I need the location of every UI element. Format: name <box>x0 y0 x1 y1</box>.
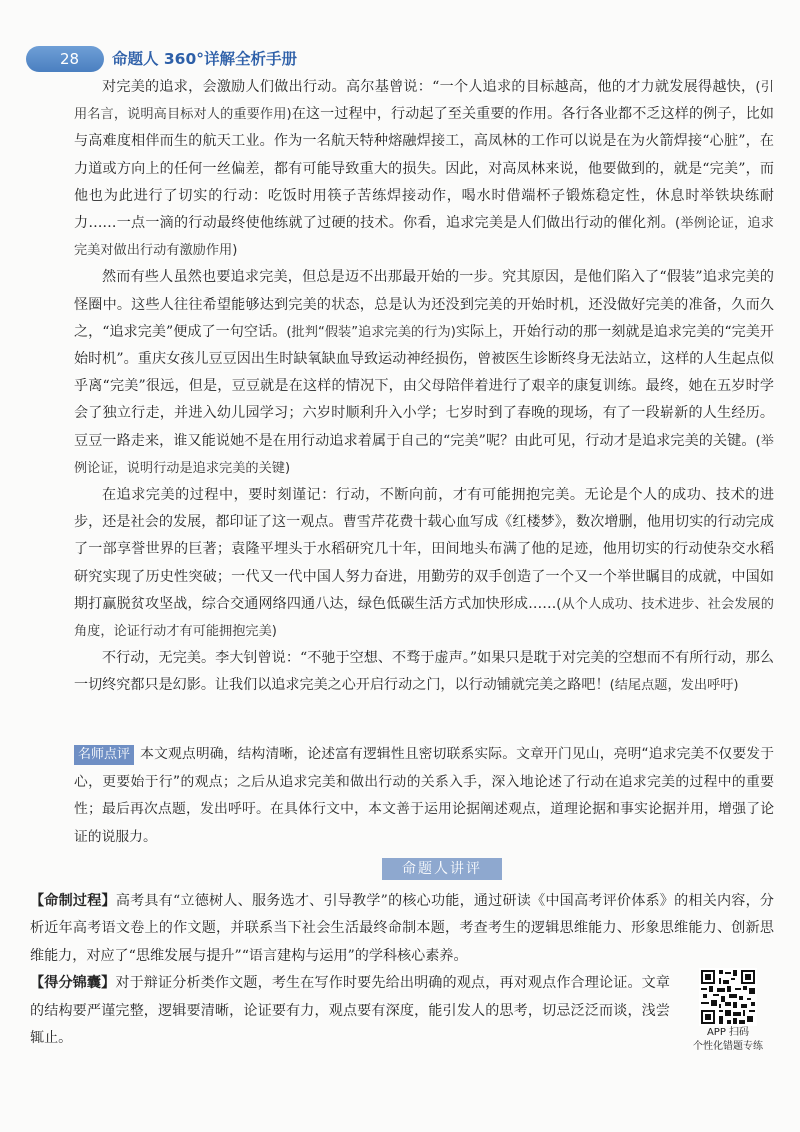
paragraph-text: 在这一过程中，行动起了至关重要的作用。各行各业都不乏这样的例子，比如与高难度相伴而生的航天工业。作为一名航天特种熔融焊接工，高凤林的工作可以说是在为火箭焊接“心脏”，在力道或方向上的任何一丝偏差，都有可能导致重大的损失。因此，对高凤林来说，他要做到的，就是“完美”，而他也为此进行了切实的行动：吃饭时用筷子苦练焊接动作，喝水时借端杯子锻炼稳定性，休息时举铁块练耐力……一点一滴的行动最终使他练就了过硬的技术。你看，追求完美是人们做出行动的催化剂。 <box>74 106 774 232</box>
annotation: (举例论证，说明行动是追求完美的关键) <box>74 433 774 476</box>
process-label: 【命制过程】 <box>30 893 116 909</box>
paragraph-text: 不行动，无完美。李大钊曾说：“不驰于空想、不骛于虚声。”如果只是耽于对完美的空想而不有所行动，那么一切终究都只是幻影。让我们以追求完美之心开启行动之门，以行动铺就完美之路吧！ <box>74 650 774 694</box>
process-paragraph <box>30 888 774 970</box>
paragraph-text: 在追求完美的过程中，要时刻谨记：行动，不断向前，才有可能拥抱完美。无论是个人的成功、技术的进步，还是社会的发展，都印证了这一观点。曹雪芹花费十载心血写成《红楼梦》，数次增删，他用切实的行动完成了一部享誉世界的巨著；袁隆平埋头于水稻研究几十年，田间地头布满了他的足迹，他用切实的行动使杂交水稻研究实现了历史性突破；一代又一代中国人努力奋进，用勤劳的双手创造了一个又一个举世瞩目的成就，中国如期打赢脱贫攻坚战，综合交通网络四通八达，绿色低碳生活方式加快形成…… <box>74 487 774 612</box>
tips-paragraph <box>30 970 670 1052</box>
qr-caption-1: APP 扫码 <box>706 1027 750 1038</box>
paragraph-text: 然而有些人虽然也要追求完美，但总是迈不出那最开始的一步。究其原因，是他们陷入了“假装”追求完美的怪圈中。这些人往往希望能够达到完美的状态，总是认为还没到完美的开始时机，还没做好完美的准备，久而久之，“追求完美”便成了一句空话。 <box>74 269 774 340</box>
lecture-banner: 命题人讲评 <box>382 858 502 880</box>
lecture-section <box>30 888 774 1052</box>
tips-text: 对于辩证分析类作文题，考生在写作时要先给出明确的观点，再对观点作合理论证。文章的结构要严谨完整，逻辑要清晰，论证要有力，观点要有深度，能引发人的思考，切忌泛泛而谈，浅尝辄止。 <box>30 975 671 1047</box>
essay-paragraph <box>74 264 774 482</box>
annotation: (批判“假装”追求完美的行为) <box>286 324 456 340</box>
comment-paragraph <box>74 741 774 851</box>
book-title: 命题人 360°详解全析手册 <box>112 50 298 68</box>
comment-text: 本文观点明确，结构清晰，论述富有逻辑性且密切联系实际。文章开门见山，亮明“追求完美不仅要发于心，更要始于行”的观点；之后从追求完美和做出行动的关系入手，深入地论述了行动在追求完美的过程中的重要性；最后再次点题，发出呼吁。在具体行文中，本文善于运用论据阐述观点，道理论据和事实论据并用，增强了论证的说服力。 <box>74 746 774 845</box>
annotation: (举例论证，追求完美对做出行动有激励作用) <box>74 216 774 259</box>
paragraph-text: 实际上，开始行动的那一刻就是追求完美的“完美开始时机”。重庆女孩儿豆豆因出生时缺氧缺血导致运动神经损伤，曾被医生诊断终身无法站立，这样的人生起点似乎离“完美”很远，但是，豆豆就是在这样的情况下，由父母陪伴着进行了艰辛的康复训练。最终，她在五岁时学会了独立行走，并进入幼儿园学习；六岁时顺利升入小学；七岁时到了春晚的现场，有了一段崭新的人生经历。豆豆一路走来，谁又能说她不是在用行动追求着属于自己的“完美”呢？由此可见，行动才是追求完美的关键。 <box>74 323 775 449</box>
essay-paragraph <box>74 482 774 645</box>
qr-caption-2: 个性化错题专练 <box>693 1041 763 1052</box>
annotation: (引用名言，说明高目标对人的重要作用) <box>74 80 774 123</box>
paragraph-text: 对完美的追求，会激励人们做出行动。高尔基曾说：“一个人追求的目标越高，他的才力就发展得越快， <box>102 79 756 95</box>
qr-code-icon[interactable] <box>699 968 757 1026</box>
process-text: 高考具有“立德树人、服务选才、引导教学”的核心功能，通过研读《中国高考评价体系》的相关内容，分析近年高考语文卷上的作文题，并联系当下社会生活最终命制本题，考查考生的逻辑思维能力、形象思维能力、创新思维能力，对应了“思维发展与提升”“语言建构与运用”的学科核心素养。 <box>30 893 775 964</box>
annotation: (结尾点题，发出呼吁) <box>609 678 739 694</box>
annotation: (从个人成功、技术进步、社会发展的角度，论证行动才有可能拥抱完美) <box>74 596 774 640</box>
qr-code-block[interactable] <box>686 968 770 1054</box>
essay-body <box>74 74 774 700</box>
essay-paragraph <box>74 645 774 699</box>
comment-label: 名师点评 <box>74 745 134 765</box>
teacher-comment <box>74 741 774 851</box>
tips-label: 【得分锦囊】 <box>30 975 116 992</box>
essay-paragraph <box>74 74 774 264</box>
page-number: 28 <box>26 46 104 72</box>
